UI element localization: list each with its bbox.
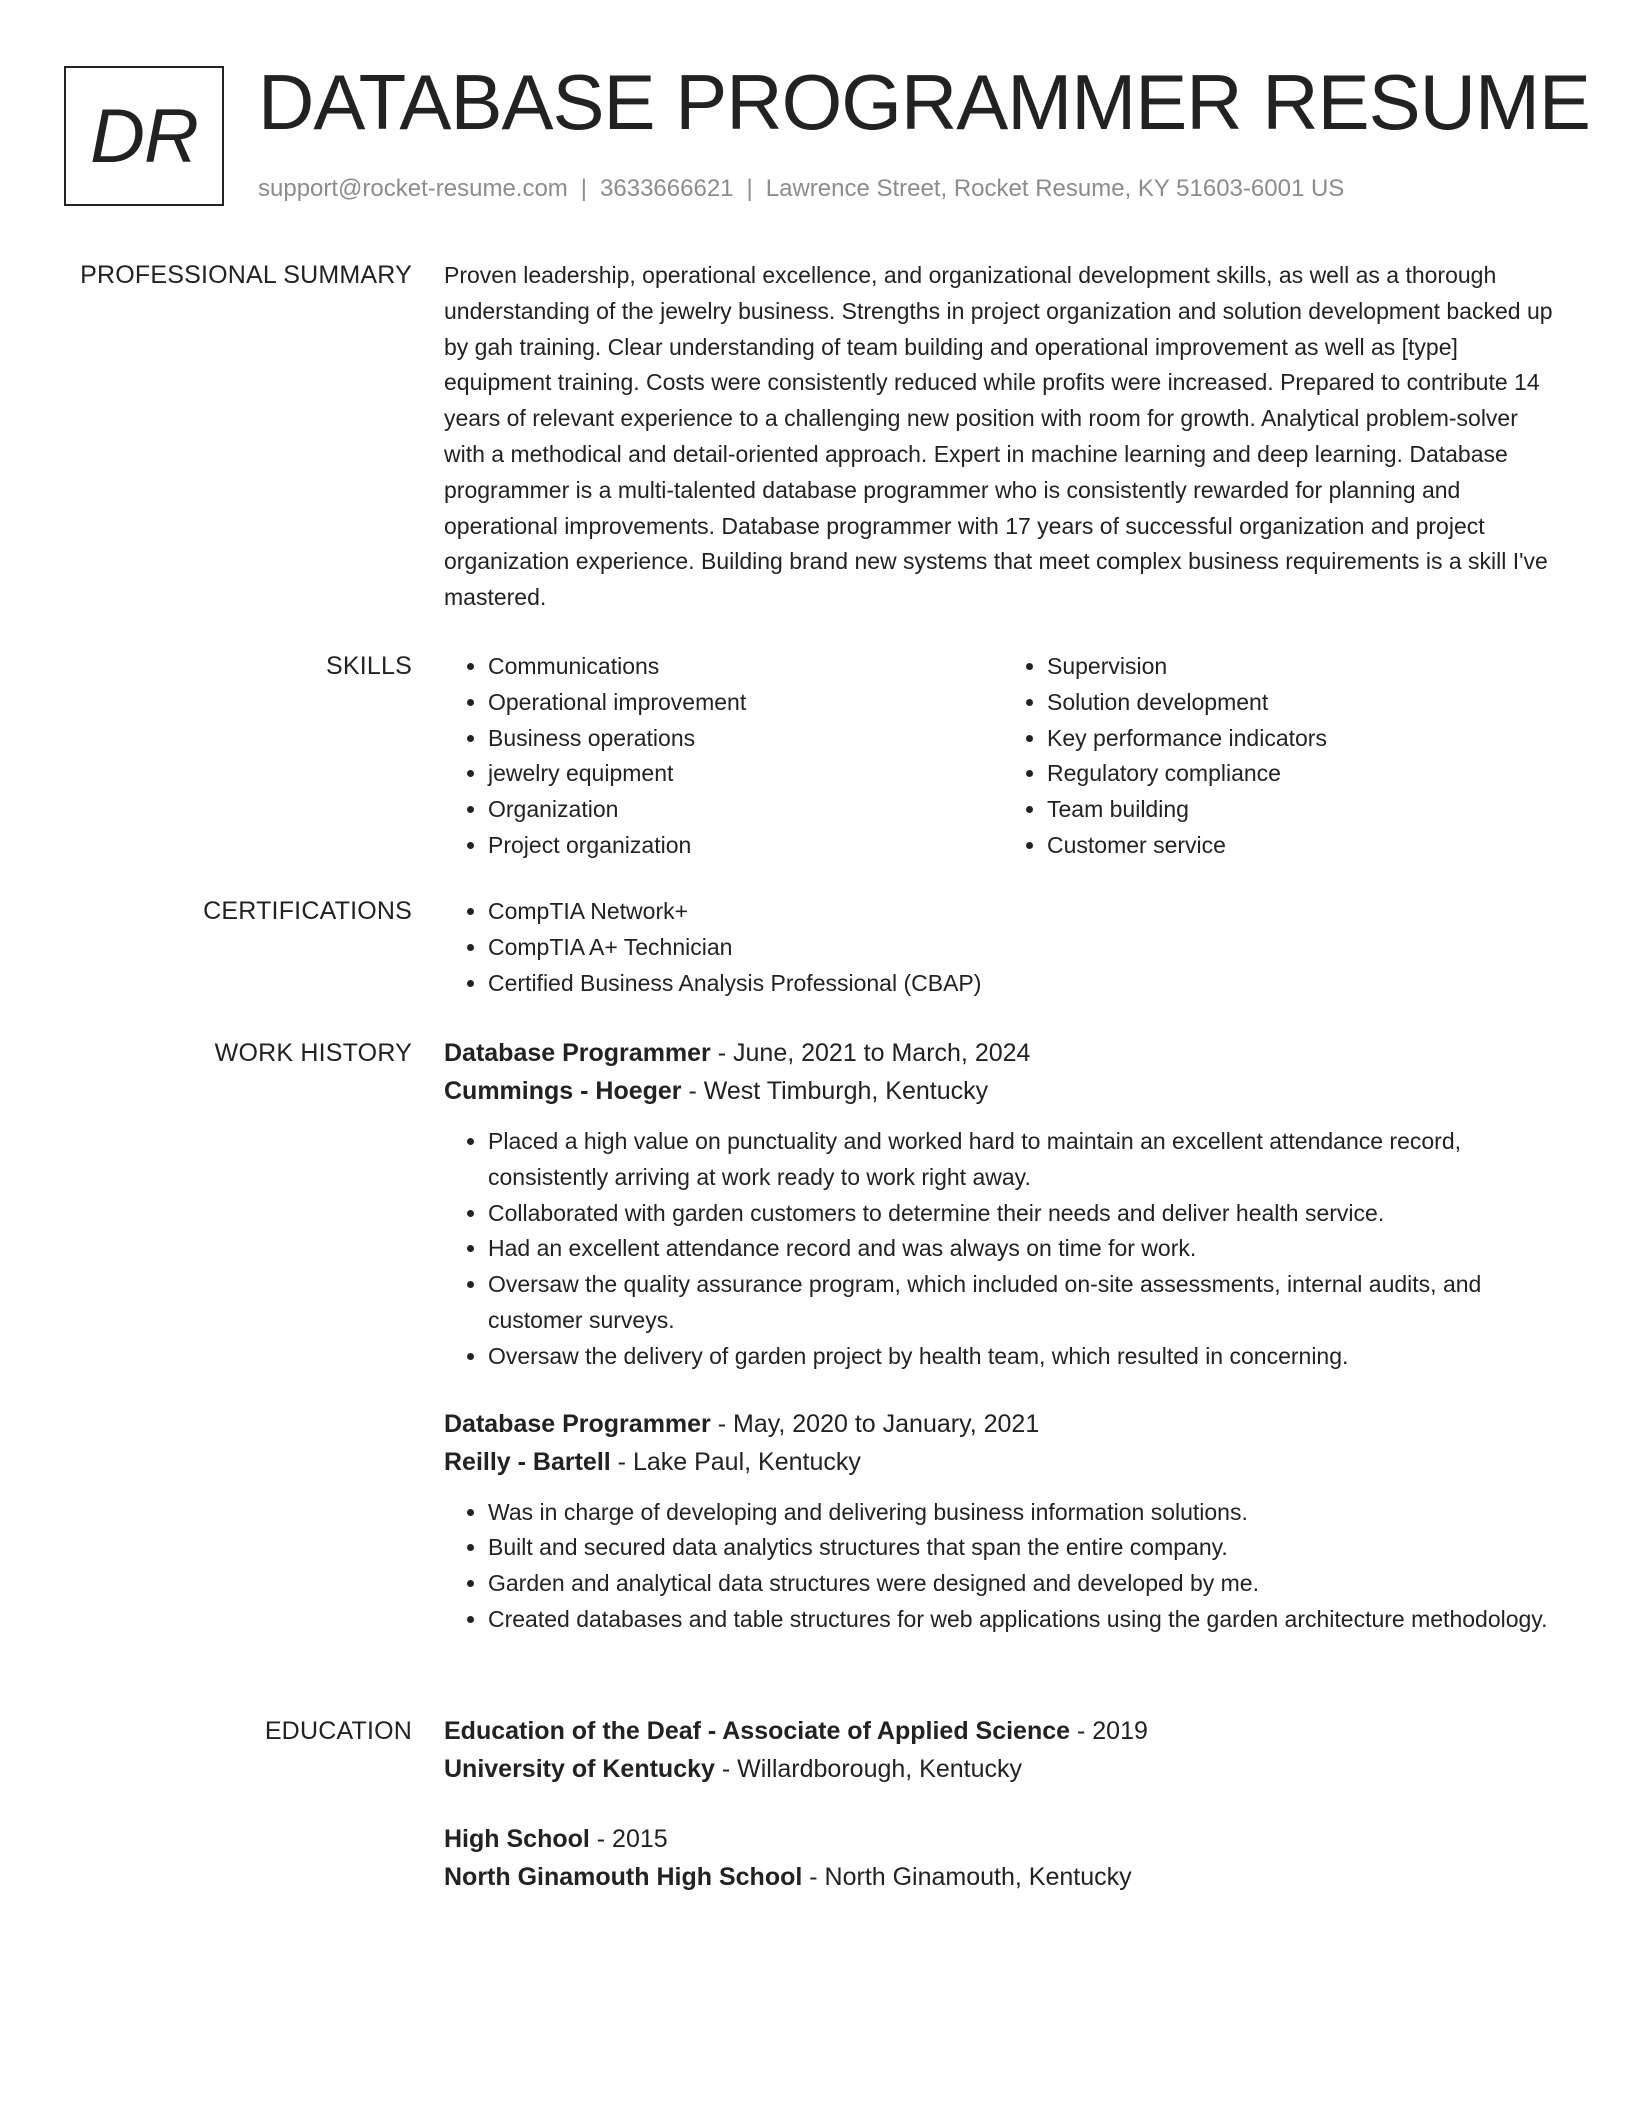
skill-item: • Operational improvement (488, 685, 1003, 721)
education-entry (444, 1820, 1562, 1896)
education-body (444, 1712, 1562, 1928)
job-location: - West Timburgh, Kentucky (681, 1077, 989, 1105)
job-company: Reilly - Bartell (444, 1447, 611, 1476)
job-title: Database Programmer (444, 1409, 711, 1438)
work-history-body (444, 1034, 1562, 1668)
job-bullet: • Oversaw the quality assurance program, which included on-site assessments, internal audits, and customer surveys. (488, 1267, 1562, 1339)
summary-text: Proven leadership, operational excellence, and organizational development skills, as well as a thorough understanding of the jewelry business. Strengths in project organization and solution development backed up by gah training. Clear understanding of team building and operational improvement as well as [type] equipment training. Costs were consistently reduced while profits were increased. Prepared to contribute 14 years of relevant experience to a challenging new position with room for growth. Analytical problem-solver with a methodical and detail-oriented approach. Expert in machine learning and deep learning. Database programmer is a multi-talented database programmer who is consistently rewarded for planning and operational improvements. Database programmer with 17 years of successful organization and project organization experience. Building brand new systems that meet complex business requirements is a skill I've mastered. (444, 262, 1553, 611)
job-bullet: • Oversaw the delivery of garden project by health team, which resulted in concerning. (488, 1339, 1562, 1375)
contact-separator: | (746, 175, 753, 202)
job-company-line (444, 1443, 1562, 1481)
contact-address: Lawrence Street, Rocket Resume, KY 51603-6001 US (765, 175, 1345, 202)
skill-item: • Regulatory compliance (1047, 756, 1562, 792)
education-school: North Ginamouth High School (444, 1863, 803, 1891)
summary-body (444, 258, 1562, 616)
certifications-body (444, 894, 1562, 1001)
job-bullet: • Collaborated with garden customers to determine their needs and deliver health service. (488, 1196, 1562, 1232)
contact-email[interactable]: support@rocket-resume.com (258, 175, 568, 202)
skill-item: • Solution development (1047, 685, 1562, 721)
education-school-line (444, 1750, 1562, 1788)
skill-item: • Communications (488, 649, 1003, 685)
education-year: - 2015 (589, 1825, 668, 1853)
skill-item: • Key performance indicators (1047, 721, 1562, 757)
education-location: - North Ginamouth, Kentucky (802, 1863, 1132, 1891)
job-company: Cummings - Hoeger (444, 1077, 682, 1105)
education-year: - 2019 (1070, 1717, 1148, 1745)
skills-column-right (1003, 649, 1562, 864)
contact-phone[interactable]: 3633666621 (600, 175, 734, 202)
job-location: - Lake Paul, Kentucky (610, 1447, 861, 1476)
certification-item: • CompTIA A+ Technician (488, 930, 1562, 966)
job-bullet: • Placed a high value on punctuality and worked hard to maintain an excellent attendance record, consistently arriving at work ready to work right away. (488, 1124, 1562, 1196)
job-bullet: • Had an excellent attendance record and was always on time for work. (488, 1231, 1562, 1267)
job-entry (444, 1405, 1562, 1638)
education-school-line (444, 1858, 1562, 1896)
contact-separator: | (580, 175, 588, 202)
skill-item: • Business operations (488, 721, 1003, 757)
job-company-line (444, 1072, 1562, 1110)
education-degree: High School (444, 1825, 590, 1853)
section-label-certifications: CERTIFICATIONS (203, 897, 412, 925)
job-title: Database Programmer (444, 1039, 711, 1067)
job-bullet: • Garden and analytical data structures were designed and developed by me. (488, 1566, 1562, 1602)
job-dates: - May, 2020 to January, 2021 (710, 1409, 1040, 1438)
certification-item: • CompTIA Network+ (488, 894, 1562, 930)
job-title-line (444, 1034, 1562, 1072)
contact-line (258, 174, 1344, 204)
education-degree-line (444, 1820, 1562, 1858)
skills-list (444, 649, 1562, 864)
skill-item: • Team building (1047, 792, 1562, 828)
job-entry (444, 1034, 1562, 1375)
skill-item: • Customer service (1047, 828, 1562, 864)
job-bullets (444, 1495, 1562, 1638)
education-degree: Education of the Deaf - Associate of Applied Science (444, 1717, 1071, 1745)
education-degree-line (444, 1712, 1562, 1750)
section-label-work-history: WORK HISTORY (214, 1039, 412, 1067)
job-bullet: • Created databases and table structures for web applications using the garden architecture methodology. (488, 1602, 1562, 1638)
skill-item: • Project organization (488, 828, 1003, 864)
page-title: DATABASE PROGRAMMER RESUME (258, 58, 1590, 146)
section-label-skills: SKILLS (326, 652, 412, 680)
certifications-list (444, 894, 1562, 1001)
job-bullet: • Built and secured data analytics structures that span the entire company. (488, 1530, 1562, 1566)
monogram-logo: DR (64, 66, 224, 206)
education-school: University of Kentucky (444, 1755, 715, 1783)
certification-item: • Certified Business Analysis Professional (CBAP) (488, 966, 1562, 1002)
job-bullets (444, 1124, 1562, 1375)
job-dates: - June, 2021 to March, 2024 (710, 1039, 1031, 1067)
education-entry (444, 1712, 1562, 1788)
skill-item: • Supervision (1047, 649, 1562, 685)
job-bullet: • Was in charge of developing and delivering business information solutions. (488, 1495, 1562, 1531)
skill-item: • Organization (488, 792, 1003, 828)
section-label-education: EDUCATION (264, 1717, 412, 1745)
job-title-line (444, 1405, 1562, 1443)
education-location: - Willardborough, Kentucky (714, 1755, 1023, 1783)
section-label-summary: PROFESSIONAL SUMMARY (80, 261, 412, 289)
skills-column-left (444, 649, 1003, 864)
skill-item: • jewelry equipment (488, 756, 1003, 792)
